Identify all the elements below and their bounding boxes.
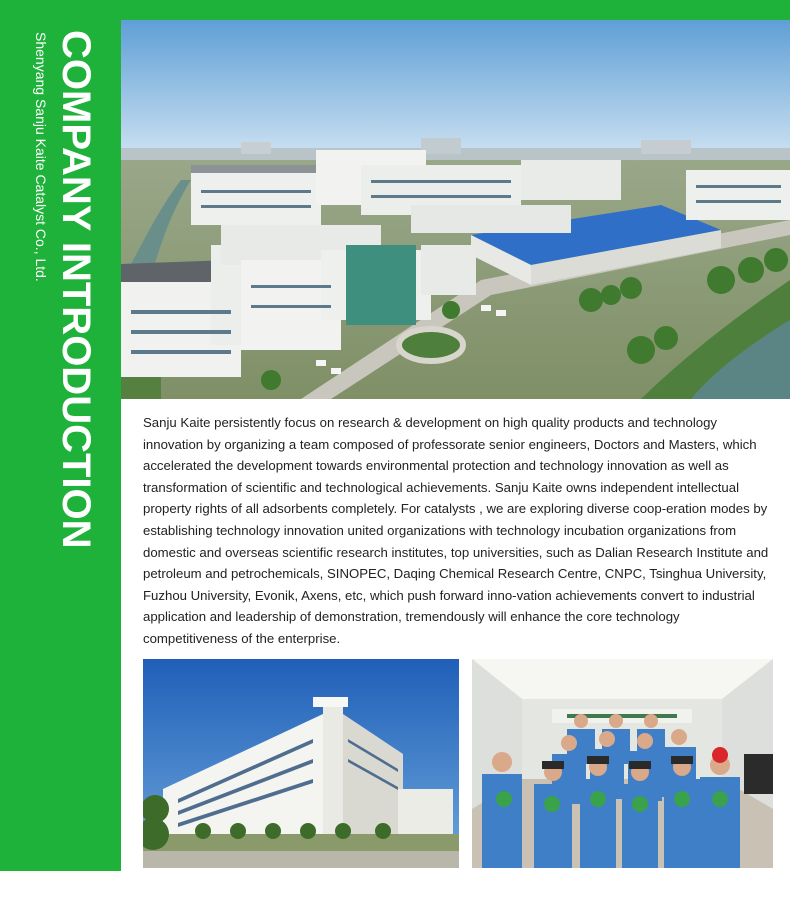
company-name: Shenyang Sanju Kaite Catalyst Co., Ltd.: [33, 32, 49, 282]
top-green-bar: [0, 0, 790, 20]
factory-building-photo: [143, 659, 459, 868]
section-title: COMPANY INTRODUCTION: [54, 30, 98, 549]
team-photo: [472, 659, 773, 868]
intro-paragraph: Sanju Kaite persistently focus on research & development on high quality products and technology innovation by organizing a team composed of professorate senior engineers, Doctors and Masters, which accelerated the development towards environmental protection and technology innovation as well as transformation of scientific and technological achievements. Sanju Kaite owns independent intellectual property rights of all adsorbents completely. For catalysts , we are exploring diverse coop-eration modes by establishing technology innovation united organizations with technology incubation organizations from domestic and overseas scientific research institutes, top universities, such as Dalian Research Institute and petroleum and petrochemicals, SINOPEC, Daqing Chemical Research Centre, CNPC, Tsinghua University, Fuzhou University, Evonik, Axens, etc, which push forward inno-vation achievements convert to industrial application and leadership of demonstration, tremendously will enhance the core technology competitiveness of the enterprise.: [143, 415, 769, 646]
aerial-factory-photo: [121, 20, 790, 399]
bottom-margin: [0, 871, 790, 905]
